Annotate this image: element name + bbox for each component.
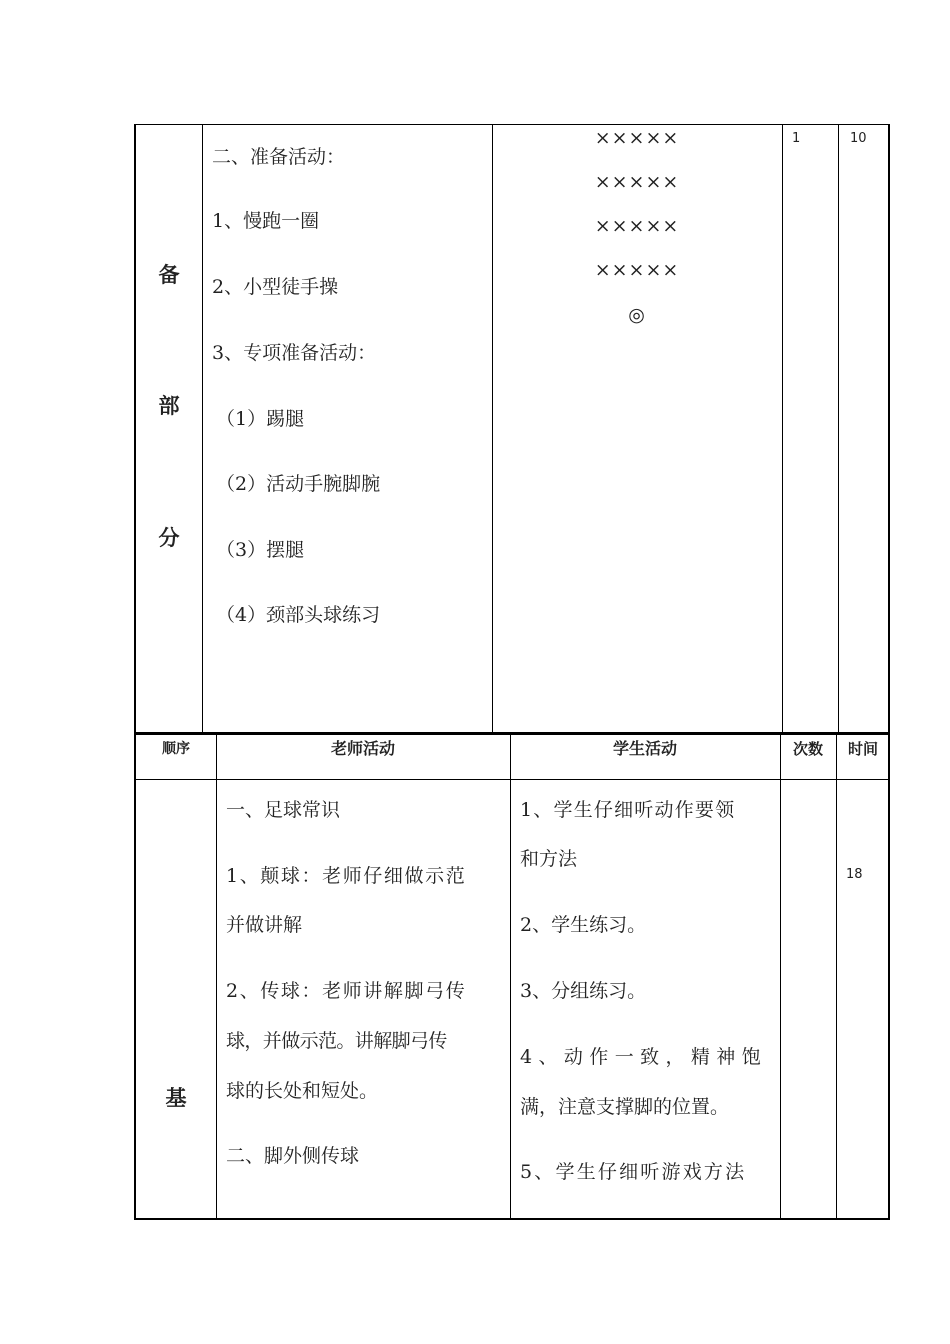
student-line: 满，注意支撑脚的位置。 xyxy=(520,1096,730,1118)
prep-section-table xyxy=(134,124,890,734)
header-order: 顺序 xyxy=(162,741,190,757)
teacher-line: 一、足球常识 xyxy=(226,799,341,821)
col-divider xyxy=(202,125,203,734)
col-divider xyxy=(216,780,217,1218)
prep-line: （3）摆腿 xyxy=(216,539,305,561)
col-divider xyxy=(510,780,511,1218)
header-time: 时间 xyxy=(847,740,878,758)
formation-row: ××××× xyxy=(594,127,680,149)
header-student-activity: 学生活动 xyxy=(612,739,677,758)
student-line: 和方法 xyxy=(520,848,578,870)
prep-line: 3、专项准备活动： xyxy=(212,342,377,364)
activity-header-row xyxy=(134,735,890,780)
teacher-line: 球，并做示范。讲解脚弓传 xyxy=(226,1030,447,1052)
basic-section-table xyxy=(134,780,890,1220)
col-divider xyxy=(782,125,783,734)
formation-row: ××××× xyxy=(594,215,680,237)
prep-line: （4）颈部头球练习 xyxy=(216,604,381,626)
teacher-line: 2、传球：老师讲解脚弓传 xyxy=(226,980,467,1002)
student-line: 3、分组练习。 xyxy=(520,980,647,1002)
prep-line: 二、准备活动： xyxy=(212,146,346,168)
teacher-line: 球的长处和短处。 xyxy=(226,1080,379,1102)
teacher-line: 并做讲解 xyxy=(226,914,303,936)
teacher-line: 1、颠球：老师仔细做示范 xyxy=(226,865,467,887)
prep-line: 1、慢跑一圈 xyxy=(212,210,320,232)
prep-count: 1 xyxy=(792,131,801,146)
prep-time: 10 xyxy=(850,131,867,146)
prep-line: 2、小型徒手操 xyxy=(212,276,339,298)
teacher-mark: ◎ xyxy=(628,304,646,326)
student-line: 4、动作一致，精神饱 xyxy=(520,1046,768,1068)
header-teacher-activity: 老师活动 xyxy=(330,739,395,758)
basic-time: 18 xyxy=(846,867,863,882)
col-divider xyxy=(838,125,839,734)
prep-line: （1）踢腿 xyxy=(216,408,305,430)
section-char: 部 xyxy=(158,394,180,418)
section-char: 备 xyxy=(158,263,180,287)
section-char: 分 xyxy=(158,526,180,550)
student-line: 2、学生练习。 xyxy=(520,914,647,936)
col-divider xyxy=(780,780,781,1218)
header-count: 次数 xyxy=(792,740,823,758)
student-line: 5、学生仔细听游戏方法 xyxy=(520,1161,747,1183)
teacher-line: 二、脚外侧传球 xyxy=(226,1145,360,1167)
col-divider xyxy=(836,780,837,1218)
formation-row: ××××× xyxy=(594,259,680,281)
student-line: 1、学生仔细听动作要领 xyxy=(520,799,736,821)
formation-row: ××××× xyxy=(594,171,680,193)
section-char: 基 xyxy=(165,1086,187,1110)
prep-line: （2）活动手腕脚腕 xyxy=(216,473,381,495)
